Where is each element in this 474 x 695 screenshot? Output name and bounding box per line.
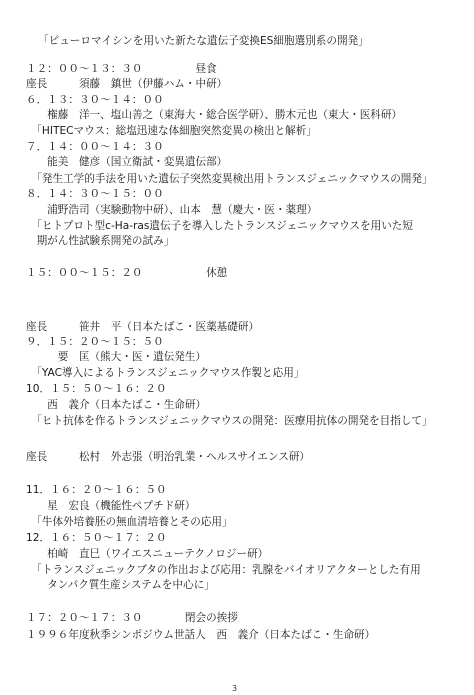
talk-time: ９．１５：２０～１５：５０ [26, 336, 164, 348]
talk-speakers: 能美 健彦（国立衛試・変異遺伝部） [26, 156, 228, 168]
talk-time: ７．１４：００～１４：３０ [26, 141, 164, 153]
talk-speakers: 権藤 洋一、塩山善之（東海大・総合医学研）、勝木元也（東大・医科研） [26, 109, 403, 121]
talk-time: 10．１５：５０～１６：２０ [26, 383, 167, 395]
talk-time: 11．１６：２０～１６：５０ [26, 484, 167, 496]
talk-speakers: 要 匡（熊大・医・遺伝発生） [26, 351, 207, 363]
talk-speakers: 星 宏良（機能性ペプチド研） [26, 500, 196, 512]
talk-title-continued: 期がん性試験系開発の試み」 [26, 235, 175, 247]
talk-time: ８．１４：３０～１５：００ [26, 188, 164, 200]
talk-speakers: 柏崎 直巳（ワイエスニューテクノロジー研） [26, 548, 269, 560]
talk-title: 「発生工学的手法を用いた遺伝子突然変異検出用トランスジェニックマウスの開発」 [26, 173, 433, 185]
closing-remarks: １７：２０～１７：３０ 閉会の挨拶 [26, 612, 238, 624]
page-number: 3 [232, 684, 238, 693]
session-chair: 座長 笹井 平（日本たばこ・医薬基礎研） [26, 321, 260, 333]
talk-speakers: 西 義介（日本たばこ・生命研） [26, 399, 207, 411]
talk-time: ６．１３：３０～１４：００ [26, 94, 164, 106]
session-chair: 座長 松村 外志張（明治乳業・ヘルスサイエンス研） [26, 451, 311, 463]
talk-title: 「YAC導入によるトランスジェニックマウス作製と応用」 [26, 367, 305, 379]
talk-title: 「ヒトプロト型c-Ha-ras遺伝子を導入したトランスジェニックマウスを用いた短 [26, 220, 413, 232]
talk-time: 12．１６：５０～１７：２０ [26, 532, 167, 544]
rest-break: １５：００～１５：２０ 休憩 [26, 267, 228, 279]
organizer: １９９６年度秋季シンポジウム世話人 西 義介（日本たばこ・生命研） [26, 629, 376, 641]
lunch-break: １２：００～１３：３０ 昼食 [26, 63, 217, 75]
talk-title: 「トランスジェニックブタの作出および応用：乳腺をバイオリアクターとした有用 [26, 564, 421, 576]
talk-title: 「牛体外培養胚の無血清培養とその応用」 [26, 516, 233, 528]
talk-speakers: 浦野浩司（実験動物中研）、山本 慧（慶大・医・薬理） [26, 204, 318, 216]
talk-title: 「ヒト抗体を作るトランスジェニックマウスの開発：医療用抗体の開発を目指して」 [26, 415, 433, 427]
talk-title: 「ピューロマイシンを用いた新たな遺伝子変換ES細胞選別系の開発」 [38, 35, 369, 47]
session-chair: 座長 須藤 鎮世（伊藤ハム・中研） [26, 78, 228, 90]
talk-title-continued: タンパク質生産システムを中心に」 [26, 579, 215, 591]
talk-title: 「HITECマウス：総塩迅速な体細胞突然変異の検出と解析」 [26, 125, 317, 137]
